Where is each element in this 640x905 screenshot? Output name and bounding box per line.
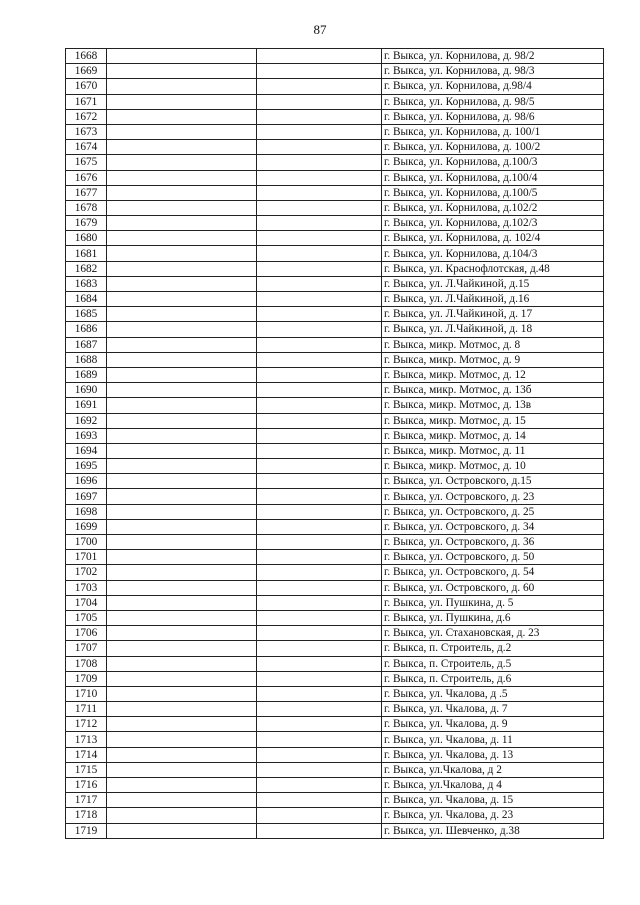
address-cell: г. Выкса, ул. Л.Чайкиной, д. 17: [382, 307, 604, 322]
table-row: [66, 474, 604, 489]
address-cell: г. Выкса, ул. Чкалова, д. 13: [382, 747, 604, 762]
address-cell: г. Выкса, микр. Мотмос, д. 15: [382, 413, 604, 428]
address-cell: г. Выкса, ул.Чкалова, д 2: [382, 762, 604, 777]
row-number: 1671: [66, 94, 107, 109]
address-cell: г. Выкса, ул. Корнилова, д.98/4: [382, 79, 604, 94]
row-number: 1705: [66, 610, 107, 625]
address-cell: г. Выкса, ул. Л.Чайкиной, д.16: [382, 292, 604, 307]
address-cell: г. Выкса, ул. Чкалова, д .5: [382, 686, 604, 701]
address-cell: г. Выкса, ул. Корнилова, д. 98/5: [382, 94, 604, 109]
empty-cell: [107, 489, 257, 504]
address-cell: г. Выкса, микр. Мотмос, д. 11: [382, 443, 604, 458]
table-row: [66, 292, 604, 307]
table-row: [66, 337, 604, 352]
table-row: [66, 595, 604, 610]
empty-cell: [107, 246, 257, 261]
empty-cell: [257, 200, 382, 215]
table-row: [66, 398, 604, 413]
table-row: [66, 428, 604, 443]
row-number: 1707: [66, 641, 107, 656]
empty-cell: [257, 155, 382, 170]
empty-cell: [107, 170, 257, 185]
empty-cell: [107, 656, 257, 671]
empty-cell: [257, 79, 382, 94]
empty-cell: [257, 185, 382, 200]
address-cell: г. Выкса, микр. Мотмос, д. 14: [382, 428, 604, 443]
table-row: [66, 200, 604, 215]
address-cell: г. Выкса, ул. Островского, д. 50: [382, 550, 604, 565]
row-number: 1675: [66, 155, 107, 170]
empty-cell: [107, 261, 257, 276]
address-cell: г. Выкса, микр. Мотмос, д. 10: [382, 459, 604, 474]
empty-cell: [257, 717, 382, 732]
empty-cell: [107, 109, 257, 124]
table-row: [66, 216, 604, 231]
address-cell: г. Выкса, микр. Мотмос, д. 12: [382, 367, 604, 382]
row-number: 1686: [66, 322, 107, 337]
table-row: [66, 702, 604, 717]
empty-cell: [257, 489, 382, 504]
table-row: [66, 808, 604, 823]
table-row: [66, 565, 604, 580]
empty-cell: [257, 246, 382, 261]
row-number: 1674: [66, 140, 107, 155]
address-cell: г. Выкса, ул. Пушкина, д.6: [382, 610, 604, 625]
empty-cell: [107, 717, 257, 732]
table-row: [66, 610, 604, 625]
empty-cell: [257, 322, 382, 337]
empty-cell: [107, 671, 257, 686]
empty-cell: [257, 231, 382, 246]
row-number: 1710: [66, 686, 107, 701]
empty-cell: [257, 565, 382, 580]
address-cell: г. Выкса, ул. Островского, д. 36: [382, 535, 604, 550]
empty-cell: [107, 398, 257, 413]
address-cell: г. Выкса, ул. Л.Чайкиной, д.15: [382, 276, 604, 291]
address-cell: г. Выкса, микр. Мотмос, д. 8: [382, 337, 604, 352]
row-number: 1701: [66, 550, 107, 565]
row-number: 1702: [66, 565, 107, 580]
empty-cell: [257, 626, 382, 641]
table-row: [66, 747, 604, 762]
empty-cell: [257, 702, 382, 717]
row-number: 1709: [66, 671, 107, 686]
empty-cell: [107, 641, 257, 656]
address-cell: г. Выкса, микр. Мотмос, д. 13в: [382, 398, 604, 413]
table-row: [66, 307, 604, 322]
empty-cell: [257, 140, 382, 155]
empty-cell: [107, 519, 257, 534]
row-number: 1697: [66, 489, 107, 504]
row-number: 1682: [66, 261, 107, 276]
row-number: 1673: [66, 124, 107, 139]
address-table: [65, 48, 604, 839]
row-number: 1687: [66, 337, 107, 352]
address-cell: г. Выкса, ул. Островского, д.15: [382, 474, 604, 489]
table-row: [66, 443, 604, 458]
empty-cell: [107, 823, 257, 838]
row-number: 1695: [66, 459, 107, 474]
address-cell: г. Выкса, ул. Корнилова, д.100/5: [382, 185, 604, 200]
address-cell: г. Выкса, ул. Краснофлотская, д.48: [382, 261, 604, 276]
empty-cell: [257, 109, 382, 124]
table-row: [66, 641, 604, 656]
empty-cell: [107, 94, 257, 109]
row-number: 1711: [66, 702, 107, 717]
empty-cell: [107, 610, 257, 625]
table-row: [66, 762, 604, 777]
table-row: [66, 413, 604, 428]
empty-cell: [107, 216, 257, 231]
empty-cell: [257, 124, 382, 139]
table-row: [66, 79, 604, 94]
row-number: 1699: [66, 519, 107, 534]
empty-cell: [107, 550, 257, 565]
address-cell: г. Выкса, ул. Стахановская, д. 23: [382, 626, 604, 641]
empty-cell: [107, 443, 257, 458]
row-number: 1676: [66, 170, 107, 185]
row-number: 1712: [66, 717, 107, 732]
empty-cell: [257, 747, 382, 762]
row-number: 1719: [66, 823, 107, 838]
address-cell: г. Выкса, п. Строитель, д.6: [382, 671, 604, 686]
address-cell: г. Выкса, ул. Чкалова, д. 11: [382, 732, 604, 747]
empty-cell: [107, 702, 257, 717]
empty-cell: [107, 352, 257, 367]
row-number: 1714: [66, 747, 107, 762]
empty-cell: [257, 337, 382, 352]
empty-cell: [107, 307, 257, 322]
empty-cell: [107, 322, 257, 337]
address-cell: г. Выкса, микр. Мотмос, д. 13б: [382, 383, 604, 398]
address-cell: г. Выкса, ул. Шевченко, д.38: [382, 823, 604, 838]
empty-cell: [257, 762, 382, 777]
table-row: [66, 671, 604, 686]
table-row: [66, 717, 604, 732]
table-row: [66, 185, 604, 200]
empty-cell: [107, 580, 257, 595]
row-number: 1717: [66, 793, 107, 808]
empty-cell: [257, 443, 382, 458]
table-row: [66, 155, 604, 170]
empty-cell: [257, 383, 382, 398]
address-cell: г. Выкса, ул. Корнилова, д.102/3: [382, 216, 604, 231]
row-number: 1690: [66, 383, 107, 398]
empty-cell: [257, 808, 382, 823]
row-number: 1713: [66, 732, 107, 747]
empty-cell: [257, 216, 382, 231]
row-number: 1698: [66, 504, 107, 519]
address-cell: г. Выкса, ул. Пушкина, д. 5: [382, 595, 604, 610]
table-row: [66, 49, 604, 64]
empty-cell: [257, 49, 382, 64]
table-row: [66, 124, 604, 139]
empty-cell: [257, 686, 382, 701]
row-number: 1689: [66, 367, 107, 382]
empty-cell: [257, 778, 382, 793]
table-row: [66, 686, 604, 701]
empty-cell: [257, 398, 382, 413]
empty-cell: [257, 504, 382, 519]
table-row: [66, 626, 604, 641]
empty-cell: [107, 686, 257, 701]
empty-cell: [107, 565, 257, 580]
empty-cell: [107, 231, 257, 246]
empty-cell: [257, 367, 382, 382]
table-row: [66, 170, 604, 185]
address-cell: г. Выкса, ул. Корнилова, д. 100/2: [382, 140, 604, 155]
empty-cell: [257, 428, 382, 443]
empty-cell: [257, 656, 382, 671]
address-cell: г. Выкса, ул. Корнилова, д.104/3: [382, 246, 604, 261]
table-row: [66, 823, 604, 838]
empty-cell: [257, 64, 382, 79]
row-number: 1692: [66, 413, 107, 428]
table-row: [66, 276, 604, 291]
address-cell: г. Выкса, п. Строитель, д.5: [382, 656, 604, 671]
empty-cell: [107, 79, 257, 94]
row-number: 1694: [66, 443, 107, 458]
empty-cell: [107, 595, 257, 610]
empty-cell: [257, 550, 382, 565]
table-row: [66, 261, 604, 276]
row-number: 1670: [66, 79, 107, 94]
page-number: 87: [313, 22, 327, 37]
table-row: [66, 656, 604, 671]
empty-cell: [107, 140, 257, 155]
row-number: 1703: [66, 580, 107, 595]
address-cell: г. Выкса, ул. Островского, д. 34: [382, 519, 604, 534]
empty-cell: [107, 808, 257, 823]
address-cell: г. Выкса, микр. Мотмос, д. 9: [382, 352, 604, 367]
address-cell: г. Выкса, ул. Островского, д. 60: [382, 580, 604, 595]
address-cell: г. Выкса, ул. Островского, д. 25: [382, 504, 604, 519]
empty-cell: [257, 671, 382, 686]
empty-cell: [257, 292, 382, 307]
row-number: 1696: [66, 474, 107, 489]
table-row: [66, 140, 604, 155]
empty-cell: [107, 504, 257, 519]
table-row: [66, 489, 604, 504]
address-cell: г. Выкса, ул.Чкалова, д 4: [382, 778, 604, 793]
empty-cell: [257, 352, 382, 367]
row-number: 1677: [66, 185, 107, 200]
empty-cell: [257, 170, 382, 185]
empty-cell: [107, 474, 257, 489]
empty-cell: [107, 155, 257, 170]
address-cell: г. Выкса, ул. Л.Чайкиной, д. 18: [382, 322, 604, 337]
empty-cell: [107, 49, 257, 64]
empty-cell: [107, 428, 257, 443]
address-cell: г. Выкса, ул. Островского, д. 54: [382, 565, 604, 580]
address-cell: г. Выкса, ул. Чкалова, д. 7: [382, 702, 604, 717]
row-number: 1716: [66, 778, 107, 793]
table-row: [66, 793, 604, 808]
empty-cell: [107, 626, 257, 641]
row-number: 1715: [66, 762, 107, 777]
empty-cell: [257, 535, 382, 550]
address-cell: г. Выкса, ул. Корнилова, д. 102/4: [382, 231, 604, 246]
empty-cell: [107, 383, 257, 398]
table-row: [66, 352, 604, 367]
table-row: [66, 550, 604, 565]
empty-cell: [107, 367, 257, 382]
empty-cell: [257, 580, 382, 595]
row-number: 1672: [66, 109, 107, 124]
table-row: [66, 64, 604, 79]
empty-cell: [257, 641, 382, 656]
address-cell: г. Выкса, ул. Чкалова, д. 15: [382, 793, 604, 808]
table-row: [66, 535, 604, 550]
table-row: [66, 459, 604, 474]
empty-cell: [107, 747, 257, 762]
row-number: 1685: [66, 307, 107, 322]
empty-cell: [107, 64, 257, 79]
address-cell: г. Выкса, ул. Чкалова, д. 23: [382, 808, 604, 823]
table-row: [66, 504, 604, 519]
table-row: [66, 732, 604, 747]
row-number: 1669: [66, 64, 107, 79]
table-row: [66, 519, 604, 534]
row-number: 1679: [66, 216, 107, 231]
address-cell: г. Выкса, ул. Корнилова, д.102/2: [382, 200, 604, 215]
address-cell: г. Выкса, ул. Чкалова, д. 9: [382, 717, 604, 732]
row-number: 1706: [66, 626, 107, 641]
empty-cell: [257, 474, 382, 489]
table-row: [66, 231, 604, 246]
empty-cell: [257, 261, 382, 276]
empty-cell: [107, 185, 257, 200]
table-row: [66, 580, 604, 595]
empty-cell: [257, 793, 382, 808]
address-cell: г. Выкса, ул. Корнилова, д. 100/1: [382, 124, 604, 139]
table-row: [66, 322, 604, 337]
empty-cell: [257, 823, 382, 838]
table-row: [66, 109, 604, 124]
empty-cell: [257, 276, 382, 291]
table-body: [66, 49, 604, 839]
row-number: 1681: [66, 246, 107, 261]
table-row: [66, 94, 604, 109]
row-number: 1691: [66, 398, 107, 413]
empty-cell: [257, 610, 382, 625]
empty-cell: [107, 793, 257, 808]
empty-cell: [107, 762, 257, 777]
address-cell: г. Выкса, ул. Корнилова, д. 98/2: [382, 49, 604, 64]
table-row: [66, 383, 604, 398]
row-number: 1668: [66, 49, 107, 64]
row-number: 1680: [66, 231, 107, 246]
row-number: 1684: [66, 292, 107, 307]
row-number: 1688: [66, 352, 107, 367]
row-number: 1678: [66, 200, 107, 215]
empty-cell: [107, 778, 257, 793]
row-number: 1693: [66, 428, 107, 443]
address-cell: г. Выкса, ул. Корнилова, д.100/3: [382, 155, 604, 170]
empty-cell: [257, 595, 382, 610]
address-cell: г. Выкса, ул. Корнилова, д. 98/6: [382, 109, 604, 124]
address-cell: г. Выкса, ул. Островского, д. 23: [382, 489, 604, 504]
empty-cell: [107, 535, 257, 550]
empty-cell: [107, 413, 257, 428]
empty-cell: [107, 200, 257, 215]
row-number: 1683: [66, 276, 107, 291]
address-cell: г. Выкса, п. Строитель, д.2: [382, 641, 604, 656]
empty-cell: [107, 732, 257, 747]
empty-cell: [257, 94, 382, 109]
table-row: [66, 246, 604, 261]
address-cell: г. Выкса, ул. Корнилова, д.100/4: [382, 170, 604, 185]
row-number: 1718: [66, 808, 107, 823]
empty-cell: [257, 307, 382, 322]
row-number: 1708: [66, 656, 107, 671]
empty-cell: [257, 732, 382, 747]
table-row: [66, 367, 604, 382]
empty-cell: [257, 459, 382, 474]
empty-cell: [107, 337, 257, 352]
table-row: [66, 778, 604, 793]
empty-cell: [107, 276, 257, 291]
row-number: 1700: [66, 535, 107, 550]
empty-cell: [257, 519, 382, 534]
empty-cell: [257, 413, 382, 428]
empty-cell: [107, 292, 257, 307]
empty-cell: [107, 459, 257, 474]
row-number: 1704: [66, 595, 107, 610]
empty-cell: [107, 124, 257, 139]
address-cell: г. Выкса, ул. Корнилова, д. 98/3: [382, 64, 604, 79]
